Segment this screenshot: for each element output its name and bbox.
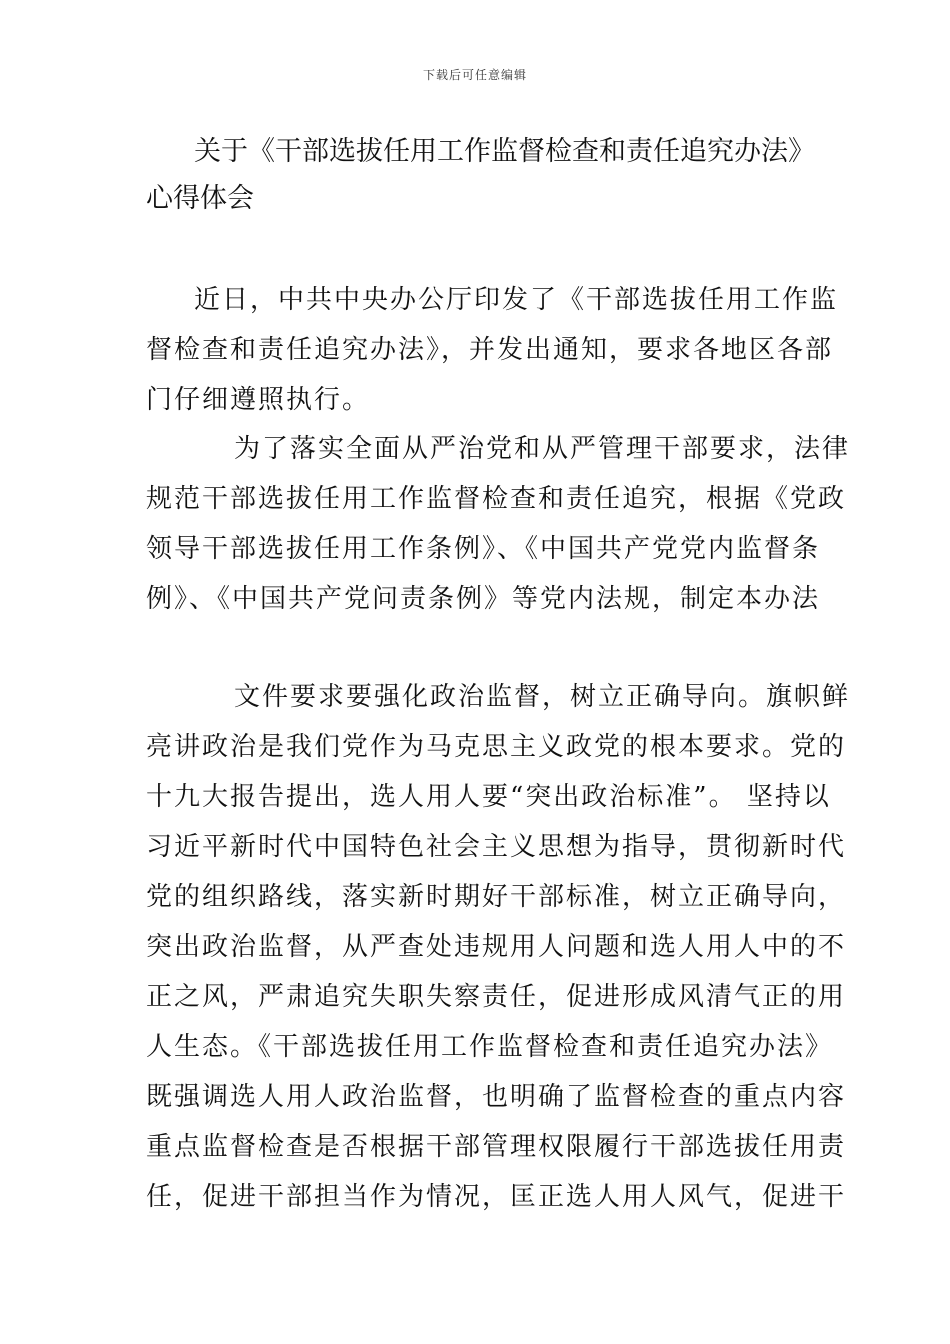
paragraph-line: 规范干部选拔任用工作监督检查和责任追究，根据《党政 [146, 484, 847, 514]
title-line: 关于《干部选拔任用工作监督检查和责任追究办法》 [194, 136, 815, 167]
paragraph-line: 突出政治监督，从严查处违规用人问题和选人用人中的不 [146, 932, 847, 962]
paragraph-line: 近日，中共中央办公厅印发了《干部选拔任用工作监 [194, 285, 839, 315]
paragraph-line: 督检查和责任追究办法》，并发出通知，要求各地区各部 [146, 335, 834, 365]
paragraph-line: 十九大报告提出，选人用人要“突出政治标准”。 坚持以 [146, 782, 831, 812]
paragraph-line: 门仔细遵照执行。 [146, 385, 371, 415]
paragraph-line: 正之风，严肃追究失职失察责任，促进形成风清气正的用 [146, 982, 847, 1012]
paragraph-purpose [146, 424, 851, 624]
paragraph-line: 重点监督检查是否根据干部管理权限履行干部选拔任用责 [146, 1132, 847, 1162]
paragraph-line: 文件要求要强化政治监督，树立正确导向。旗帜鲜 [234, 682, 851, 712]
paragraph-political-supervision [146, 672, 851, 1222]
download-note: 下载后可任意编辑 [422, 68, 527, 82]
paragraph-line: 例》、《中国共产党问责条例》等党内法规，制定本办法 [146, 584, 821, 614]
paragraph-line: 既强调选人用人政治监督，也明确了监督检查的重点内容 [146, 1082, 847, 1112]
paragraph-line: 为了落实全面从严治党和从严管理干部要求，法律 [234, 434, 851, 464]
title-line: 心得体会 [146, 183, 254, 214]
paragraph-line: 党的组织路线，落实新时期好干部标准，树立正确导向， [146, 882, 847, 912]
paragraph-line: 习近平新时代中国特色社会主义思想为指导，贯彻新时代 [146, 832, 847, 862]
paragraph-line: 领导干部选拔任用工作条例》、《中国共产党党内监督条 [146, 534, 821, 564]
paragraph-line: 亮讲政治是我们党作为马克思主义政党的根本要求。党的 [146, 732, 847, 762]
paragraph-line: 人生态。《干部选拔任用工作监督检查和责任追究办法》 [146, 1032, 834, 1062]
paragraph-intro [146, 275, 839, 425]
paragraph-line: 任，促进干部担当作为情况，匡正选人用人风气，促进干 [146, 1182, 847, 1212]
document-title [146, 128, 816, 222]
